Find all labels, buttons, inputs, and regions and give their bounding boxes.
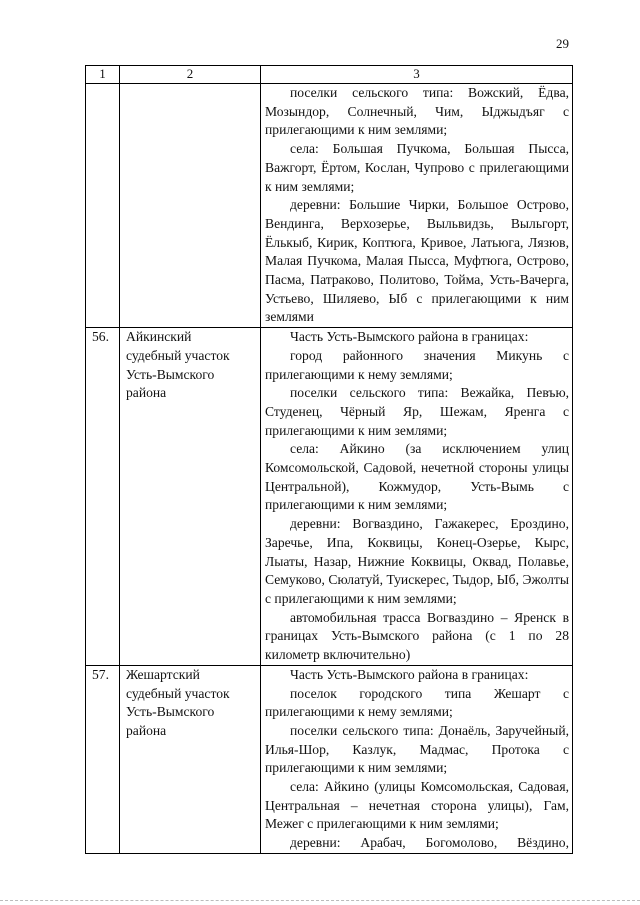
table-row xyxy=(86,328,573,666)
territory-description xyxy=(261,84,573,328)
table-header-row xyxy=(86,66,573,84)
district-name-line: Жешартский xyxy=(126,666,200,682)
page-bottom-edge xyxy=(0,900,640,901)
row-number: 56. xyxy=(86,328,120,666)
territory-paragraph: поселки сельского типа: Вожский, Ёдва, Мозындор, Солнечный, Чим, Ыджыдъяг с прилегающими к ним землями; xyxy=(265,85,569,138)
territory-paragraph: поселки сельского типа: Вежайка, Певъю, Студенец, Чёрный Яр, Шежам, Яренга с прилегающими к ним землями; xyxy=(265,385,569,438)
territory-paragraph: Часть Усть-Вымского района в границах: xyxy=(290,666,529,682)
territory-paragraph: автомобильная трасса Вогваздино – Яренск в границах Усть-Вымского района (с 1 по 28 километр включительно) xyxy=(265,609,569,663)
table-row xyxy=(86,84,573,328)
court-district-name xyxy=(120,328,261,666)
court-district-name xyxy=(120,665,261,853)
header-cell-1: 1 xyxy=(86,66,120,84)
territory-paragraph: поселок городского типа Жешарт с прилегающими к нему землями; xyxy=(265,685,569,720)
district-name-line: Усть-Вымского xyxy=(126,704,215,720)
district-name-line: Айкинский xyxy=(126,329,192,345)
court-district-name xyxy=(120,84,261,328)
territory-paragraph: села: Айкино (за исключением улиц Комсомольской, Садовой, нечетной стороны улицы Центральной), Кожмудор, Усть-Вымь с прилегающими к ним землями; xyxy=(265,441,569,513)
district-name-line: судебный участок xyxy=(126,685,230,701)
district-name-line: района xyxy=(126,385,167,401)
territory-paragraph: села: Айкино (улицы Комсомольская, Садовая, Центральная – нечетная сторона улицы), Гам, Межег с прилегающими к ним землями; xyxy=(265,779,569,832)
district-name-line: Усть-Вымского xyxy=(126,366,215,382)
territory-paragraph: деревни: Большие Чирки, Большое Острово, Вендинга, Верхозерье, Выльвидзь, Выльгорт, Ёлькыб, Кирик, Коптюга, Кривое, Латьюга, Лязюв, Малая Пучкома, Малая Пысса, Муфтюга, Острово, Пасма, Патраково, Политово, Тойма, Усть-Вачерга, Устьево, Шиляево, Ыб с прилегающими к ним землями xyxy=(265,197,569,325)
territory-description xyxy=(261,328,573,666)
territory-paragraph: поселки сельского типа: Донаёль, Заручейный, Илья-Шор, Казлук, Мадмас, Протока с прилегающими к ним землями; xyxy=(265,722,569,776)
territory-paragraph: деревни: Арабач, Богомолово, Вёздино, xyxy=(290,835,569,851)
court-districts-table xyxy=(85,65,573,854)
row-number: 57. xyxy=(86,665,120,853)
territory-paragraph: Часть Усть-Вымского района в границах: xyxy=(290,329,529,345)
territory-paragraph: села: Большая Пучкома, Большая Пысса, Важгорт, Ёртом, Кослан, Чупрово с прилегающими к ним землями; xyxy=(265,141,569,194)
district-name-line: района xyxy=(126,722,167,738)
header-cell-2: 2 xyxy=(120,66,261,84)
territory-paragraph: деревни: Вогваздино, Гажакерес, Ероздино, Заречье, Ипа, Коквицы, Конец-Озерье, Кырс, Лыаты, Назар, Нижние Коквицы, Оквад, Полавье, Семуково, Сюлатуй, Туискерес, Тыдор, Ыб, Эжолты с прилегающими к ним землями; xyxy=(265,516,569,606)
header-cell-3: 3 xyxy=(261,66,573,84)
territory-paragraph: город районного значения Микунь с прилегающими к нему землями; xyxy=(265,347,569,382)
row-number xyxy=(86,84,120,328)
district-name-line: судебный участок xyxy=(126,347,230,363)
territory-description xyxy=(261,665,573,853)
table-row xyxy=(86,665,573,853)
page-number: 29 xyxy=(556,36,569,51)
